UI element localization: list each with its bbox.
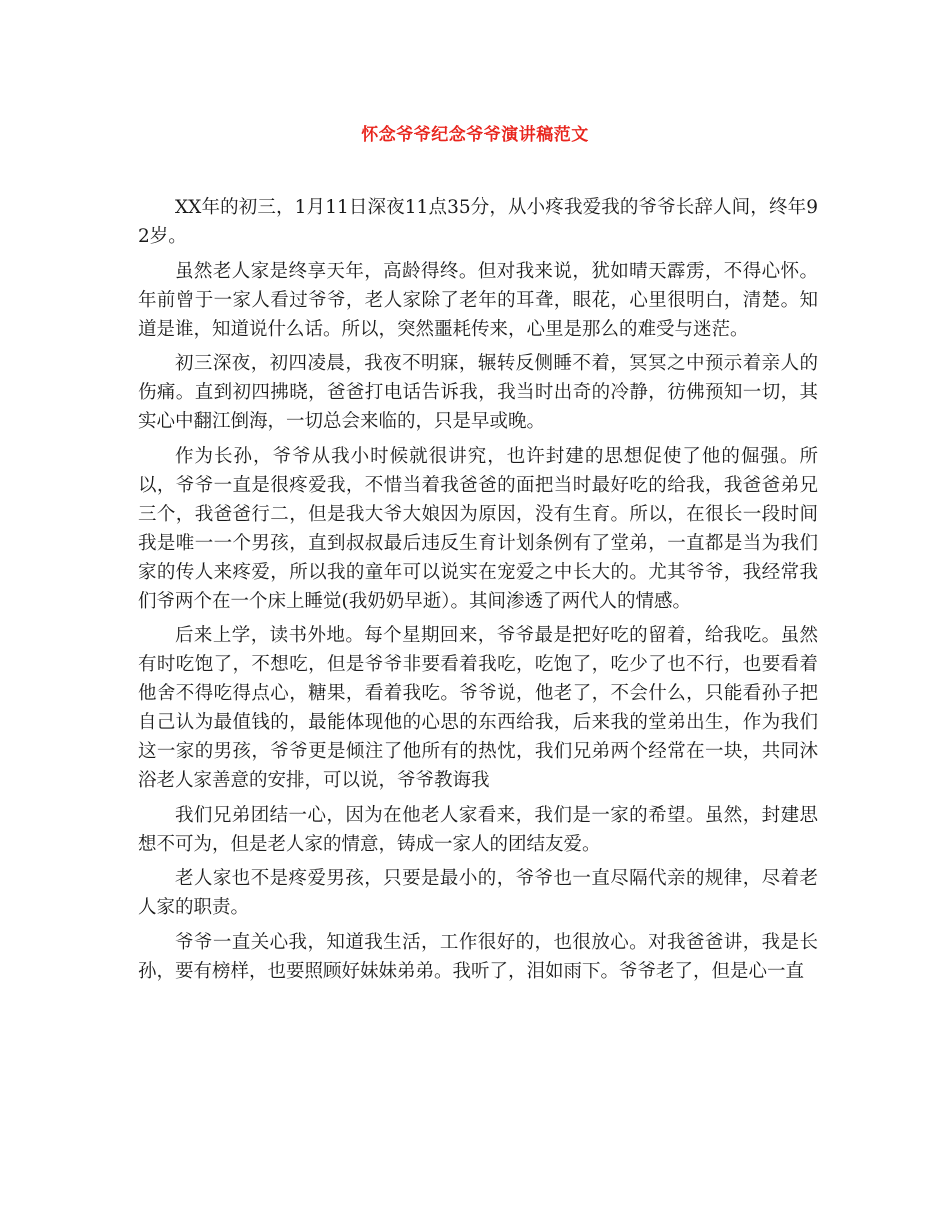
paragraph: 我们兄弟团结一心，因为在他老人家看来，我们是一家的希望。虽然，封建思想不可为，但是老人家的情意，铸成一家人的团结友爱。 [138,804,818,855]
paragraph: 虽然老人家是终享天年，高龄得终。但对我来说，犹如晴天霹雳，不得心怀。年前曾于一家人看过爷爷，老人家除了老年的耳聋，眼花，心里很明白，清楚。知道是谁，知道说什么话。所以，突然噩耗传来，心里是那么的难受与迷茫。 [138,260,818,340]
paragraph: 后来上学，读书外地。每个星期回来，爷爷最是把好吃的留着，给我吃。虽然有时吃饱了，不想吃，但是爷爷非要看着我吃，吃饱了，吃少了也不行，也要看着他舍不得吃得点心，糖果，看着我吃。爷爷说，他老了，不会什么，只能看孙子把自己认为最值钱的，最能体现他的心思的东西给我，后来我的堂弟出生，作为我们这一家的男孩，爷爷更是倾注了他所有的热忱，我们兄弟两个经常在一块，共同沐浴老人家善意的安排，可以说，爷爷教诲我 [138,625,818,791]
document-title: 怀念爷爷纪念爷爷演讲稿范文 [361,125,589,145]
paragraph: 初三深夜，初四凌晨，我夜不明寐，辗转反侧睡不着，冥冥之中预示着亲人的伤痛。直到初四拂晓，爸爸打电话告诉我，我当时出奇的冷静，彷佛预知一切，其实心中翻江倒海，一切总会来临的，只是早或晚。 [138,353,818,432]
paragraph: XX年的初三，1月11日深夜11点35分，从小疼我爱我的爷爷长辞人间，终年92岁。 [138,197,818,247]
paragraph: 作为长孙，爷爷从我小时候就很讲究，也许封建的思想促使了他的倔强。所以，爷爷一直是很疼爱我，不惜当着我爸爸的面把当时最好吃的给我，我爸爸弟兄三个，我爸爸行二，但是我大爷大娘因为原因，没有生育。所以，在很长一段时间我是唯一一个男孩，直到叔叔最后违反生育计划条例有了堂弟，一直都是当为我们家的传人来疼爱，所以我的童年可以说实在宠爱之中长大的。尤其爷爷，我经常我们爷两个在一个床上睡觉(我奶奶早逝）。其间渗透了两代人的情感。 [138,445,818,612]
paragraph: 老人家也不是疼爱男孩，只要是最小的，爷爷也一直尽隔代亲的规律，尽着老人家的职责。 [138,868,818,918]
document-body [138,193,818,991]
paragraph: 爷爷一直关心我，知道我生活，工作很好的，也很放心。对我爸爸讲，我是长孙，要有榜样，也要照顾好妹妹弟弟。我听了，泪如雨下。爷爷老了，但是心一直 [138,931,818,982]
